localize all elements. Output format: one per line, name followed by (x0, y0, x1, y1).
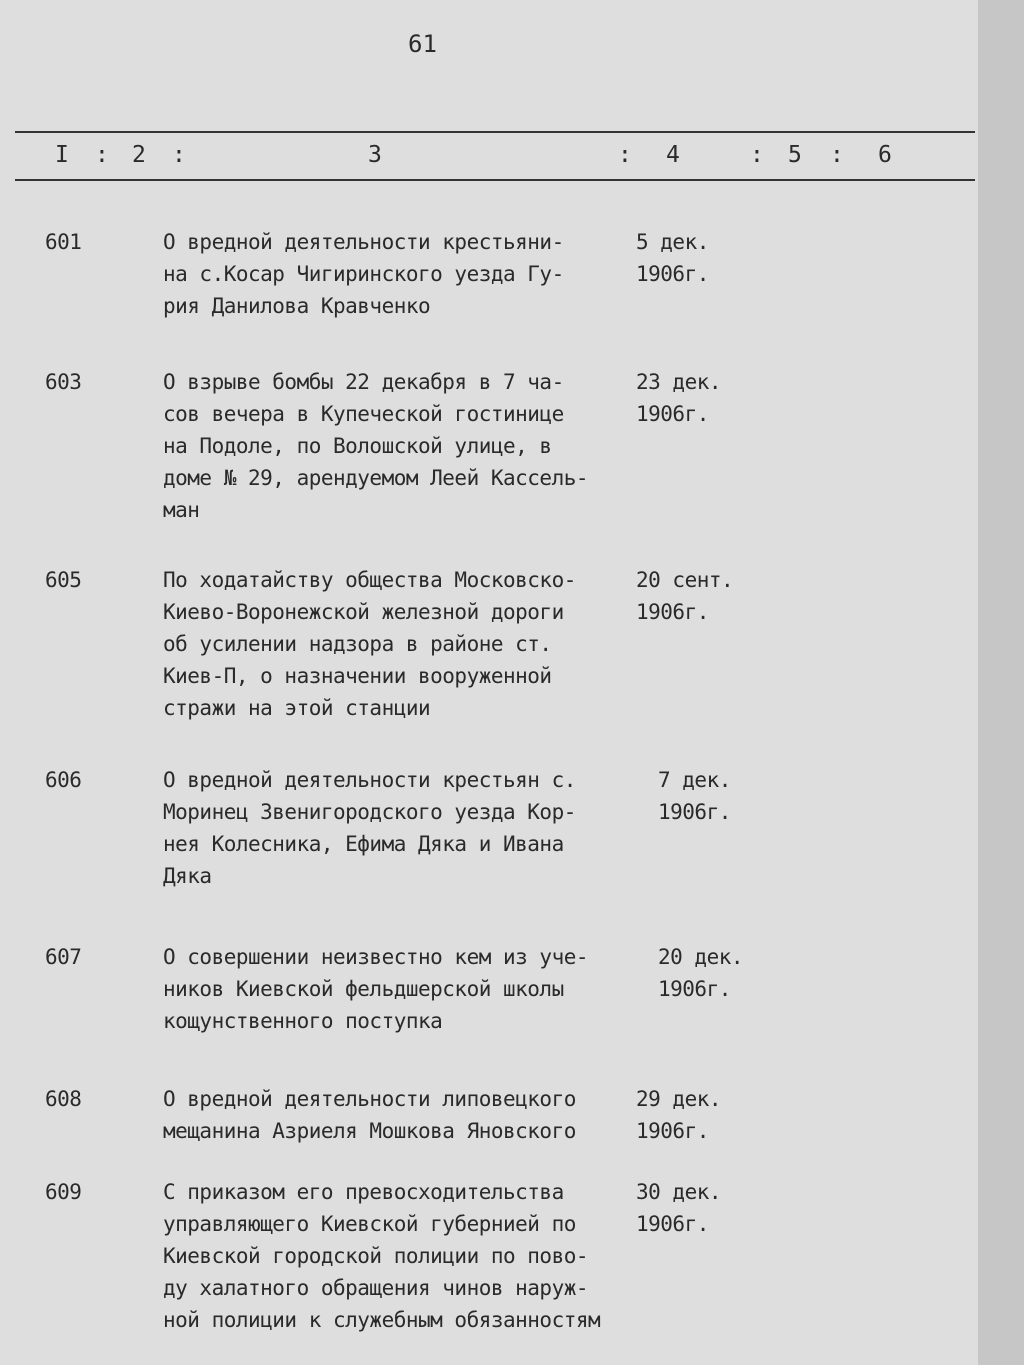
column-header-2: 2 (132, 142, 146, 168)
date-line: 1906г. (636, 1119, 709, 1143)
description-line: Моринец Звенигородского уезда Кор- (163, 800, 576, 824)
description-line: О вредной деятельности липовецкого (163, 1087, 576, 1111)
entry-description (163, 1176, 633, 1336)
entry-date (636, 1083, 776, 1147)
description-line: С приказом его превосходительства (163, 1180, 564, 1204)
date-line: 30 дек. (636, 1180, 722, 1204)
date-line: 20 дек. (658, 945, 744, 969)
description-line: Киево-Воронежской железной дороги (163, 600, 564, 624)
entry-number: 603 (45, 370, 82, 394)
description-line: мещанина Азриеля Мошкова Яновского (163, 1119, 576, 1143)
date-line: 29 дек. (636, 1087, 722, 1111)
column-header-4: 4 (666, 142, 680, 168)
entry-description (163, 1083, 633, 1147)
description-line: стражи на этой станции (163, 696, 431, 720)
entry-date (636, 1176, 776, 1240)
entry-date (636, 564, 776, 628)
date-line: 1906г. (636, 402, 709, 426)
date-line: 1906г. (658, 800, 731, 824)
description-line: О вредной деятельности крестьяни- (163, 230, 564, 254)
description-line: ников Киевской фельдшерской школы (163, 977, 564, 1001)
description-line: нея Колесника, Ефима Дяка и Ивана (163, 832, 564, 856)
description-line: О совершении неизвестно кем из уче- (163, 945, 589, 969)
entry-date (658, 941, 798, 1005)
description-line: Киевской городской полиции по пово- (163, 1244, 589, 1268)
entry-date (658, 764, 798, 828)
column-separator: : (95, 142, 109, 168)
date-line: 1906г. (636, 1212, 709, 1236)
column-separator: : (830, 142, 844, 168)
entry-number: 609 (45, 1180, 82, 1204)
description-line: на Подоле, по Волошской улице, в (163, 434, 552, 458)
entry-description (163, 941, 633, 1037)
description-line: управляющего Киевской губернией по (163, 1212, 576, 1236)
description-line: Киев-П, о назначении вооруженной (163, 664, 552, 688)
description-line: ду халатного обращения чинов наруж- (163, 1276, 589, 1300)
date-line: 1906г. (658, 977, 731, 1001)
description-line: По ходатайству общества Московско- (163, 568, 576, 592)
entry-date (636, 226, 776, 290)
description-line: ной полиции к служебным обязанностям (163, 1308, 601, 1332)
description-line: ман (163, 498, 200, 522)
date-line: 23 дек. (636, 370, 722, 394)
entry-description (163, 764, 633, 892)
header-top-rule (15, 131, 975, 133)
description-line: рия Данилова Кравченко (163, 294, 431, 318)
entry-number: 601 (45, 230, 82, 254)
entry-number: 607 (45, 945, 82, 969)
entry-description (163, 366, 633, 526)
column-header-5: 5 (788, 142, 802, 168)
page-number: 61 (408, 30, 437, 58)
description-line: О взрыве бомбы 22 декабря в 7 ча- (163, 370, 564, 394)
date-line: 20 сент. (636, 568, 734, 592)
date-line: 1906г. (636, 600, 709, 624)
entry-number: 608 (45, 1087, 82, 1111)
date-line: 7 дек. (658, 768, 731, 792)
description-line: кощунственного поступка (163, 1009, 443, 1033)
column-separator: : (750, 142, 764, 168)
entry-number: 606 (45, 768, 82, 792)
description-line: доме № 29, арендуемом Леей Кассель- (163, 466, 589, 490)
column-separator: : (172, 142, 186, 168)
entry-description (163, 226, 633, 322)
header-bottom-rule (15, 179, 975, 181)
description-line: сов вечера в Купеческой гостинице (163, 402, 564, 426)
page-edge (978, 0, 1024, 1365)
entry-description (163, 564, 633, 724)
column-header-6: 6 (878, 142, 892, 168)
date-line: 1906г. (636, 262, 709, 286)
column-header-3: 3 (368, 142, 382, 168)
date-line: 5 дек. (636, 230, 709, 254)
description-line: Дяка (163, 864, 212, 888)
description-line: О вредной деятельности крестьян с. (163, 768, 576, 792)
column-separator: : (618, 142, 632, 168)
entry-number: 605 (45, 568, 82, 592)
entry-date (636, 366, 776, 430)
description-line: об усилении надзора в районе ст. (163, 632, 552, 656)
description-line: на с.Косар Чигиринского уезда Гу- (163, 262, 564, 286)
column-header-1: I (55, 142, 69, 168)
